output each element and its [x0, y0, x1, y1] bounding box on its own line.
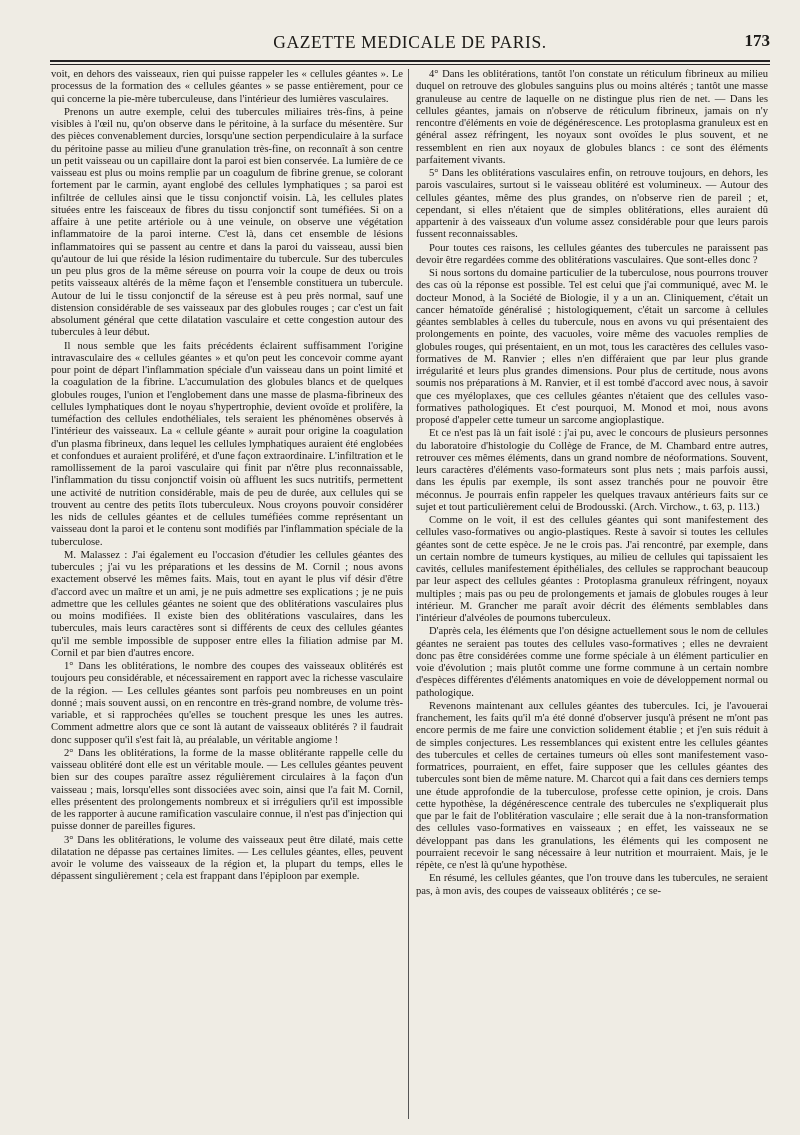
paragraph: Prenons un autre exemple, celui des tubercules miliaires très-fins, à peine visibles à l'œil nu, qu'on observe dans le péritoine, à la surface du mésentère. Sur des pièces convenablement durcies, lorsqu'une section perpendiculaire à la surface du péritoine passe au milieu d'une granulation très-fine, on reconnaît à son centre un petit vaisseau ou un capillaire dont la paroi est bien conservée. La lumière de ce vaisseau est plus ou moins remplie par un coagulum de fibrine grenue, se colorant fortement par le carmin, ayant englobé des cellules lymphatiques ; sa paroi est infiltrée de cellules ainsi que le tissu conjonctif voisin. Là, les cellules plates situées entre les faisceaux de fibres du tissu conjonctif sont tuméfiées. Si on a affaire à une petite artériole ou à une veinule, on observe une végétation inflammatoire de la paroi interne. C'est là, dans cet ensemble de lésions inflammatoires qui se passent au centre et dans la paroi du vaisseau, aussi bien qu'autour de lui que réside la lésion rudimentaire du tubercule. Sur des tubercules un peu plus gros de la même séreuse on pourra voir la coupe de deux ou trois petits vaisseaux altérés de la même façon et l'ensemble constituera un tubercule. Autour de lui le tissu conjonctif de la séreuse est à peu près normal, sauf une distension considérable de ses vaisseaux par des globules rouges ; car c'est un fait absolument général que cette dilatation vasculaire et cette congestion autour des tubercules à leur début.: [51, 106, 403, 339]
paragraph: M. Malassez : J'ai également eu l'occasion d'étudier les cellules géantes des tubercules ; j'ai vu les préparations et les dessins de M. Cornil ; nous avons exactement observé les mêmes faits. Mais, tout en ayant le plus vif désir d'être d'accord avec un maître et un ami, je ne puis admettre ses explications ; je ne puis admettre que les cellules géantes ne soient que des oblitérations vasculaires plus ou moins modifiées. Il existe bien des oblitérations vasculaires, dans les tubercules, mais leurs caractères sont si différents de ceux des cellules géantes qu'il me semble impossible de supposer entre elles la filiation admise par M. Cornil et par bien d'autres encore.: [51, 549, 403, 659]
paragraph: 2° Dans les oblitérations, la forme de la masse oblitérante rappelle celle du vaisseau oblitéré dont elle est un véritable moule. — Les cellules géantes peuvent bien sur des coupes paraître assez régulièrement circulaires à la façon d'un vaisseau ; mais, lorsqu'elles sont dissociées avec soin, ainsi que l'a fait M. Cornil, elles présentent des prolongements nombreux et si irréguliers qu'il est impossible de les rapporter à aucune ramification vasculaire connue, il n'est pas d'injection qui puisse donner de pareilles figures.: [51, 747, 403, 833]
paragraph: voit, en dehors des vaisseaux, rien qui puisse rappeler les « cellules géantes ». Le processus de la formation des « cellules géantes » se passe entièrement, pour ce qui concerne la pie-mère tuberculeuse, dans l'intérieur des lumières vasculaires.: [51, 69, 403, 105]
paragraph: 5° Dans les oblitérations vasculaires enfin, on retrouve toujours, en dehors, les parois vasculaires, surtout si le vaisseau oblitéré est volumineux. — Autour des cellules géantes, même des plus grandes, on n'observe rien de pareil ; et, cependant, si elles n'étaient que de simples oblitérations, elles auraient dû appartenir à des vaisseaux d'un volume assez considérable pour que leurs parois fussent reconnaissables.: [416, 168, 768, 241]
paragraph: Revenons maintenant aux cellules géantes des tubercules. Ici, je l'avouerai franchement, les faits qu'il m'a été donné d'observer jusqu'à présent ne m'ont pas encore permis de me faire une conviction solidement établie ; et j'en suis réduit à de simples conjectures. Les ressemblances qui existent entre les cellules géantes des tubercules et celles de certaines tumeurs où elles sont manifestement vaso-formatrices, pourraient, en effet, faire supposer que les cellules géantes des tubercules sont bien de même nature. M. Charcot qui a fait dans ces derniers temps une étude approfondie de la tuberculose, professe cette opinion, je crois. Dans cette hypothèse, la dégénérescence centrale des tubercules ne s'expliquerait plus que par le fait de l'oblitération vasculaire ; elle serait due à la non-transformation des cellules vaso-formatives en vaisseaux ; en effet, les vaisseaux ne se développant pas dans les granulations, les éléments qui les composent ne pourraient recevoir le sang nécessaire à leur nutrition et mourraient. Mais, je le répète, ce n'est là qu'une hypothèse.: [416, 700, 768, 871]
paragraph: Pour toutes ces raisons, les cellules géantes des tubercules ne paraissent pas devoir être regardées comme des oblitérations vasculaires. Que sont-elles donc ?: [416, 242, 768, 266]
paragraph: En résumé, les cellules géantes, que l'on trouve dans les tubercules, ne seraient pas, à mon avis, des coupes de vaisseaux oblitérés ; ce se-: [416, 873, 768, 897]
paragraph: 3° Dans les oblitérations, le volume des vaisseaux peut être dilaté, mais cette dilatation ne dépasse pas certaines limites. — Les cellules géantes, elles, peuvent avoir le volume des vaisseaux de la région et, la plupart du temps, elles le dépassent singulièrement ; cela est frappant dans l'épiploon par exemple.: [51, 834, 403, 883]
paragraph: 1° Dans les oblitérations, le nombre des coupes des vaisseaux oblitérés est toujours peu considérable, et nécessairement en rapport avec la richesse vasculaire de la région. — Les cellules géantes sont parfois peu nombreuses en un point donné ; mais souvent aussi, on en rencontre en très-grand nombre, de volume très-variable, et si rapprochées qu'elles se touchent presque les unes les autres. Comment admettre alors que ce sont là autant de vaisseaux oblitérés ? il faudrait donc supposer qu'il s'est fait là, au préalable, un véritable angiome !: [51, 661, 403, 746]
column-divider: [408, 69, 409, 1119]
page-number: 173: [744, 31, 770, 50]
left-column: [51, 69, 403, 1119]
paragraph: D'après cela, les éléments que l'on désigne actuellement sous le nom de cellules géantes ne seraient pas toutes des cellules vaso-formatives ; elles ne devraient donc pas être considérées comme une forme spéciale à un élément particulier en voie d'évolution ; mais plutôt comme une forme commune à un certain nombre d'espèces différentes d'éléments anatomiques en voie de développement normal ou pathologique.: [416, 626, 768, 699]
journal-title: GAZETTE MEDICALE DE PARIS.: [273, 32, 547, 52]
page-header: [50, 28, 770, 58]
header-rule-thin: [50, 64, 770, 65]
right-column: [416, 69, 768, 1119]
header-rule-thick: [50, 60, 770, 62]
paragraph: 4° Dans les oblitérations, tantôt l'on constate un réticulum fibrineux au milieu duquel on retrouve des globules sanguins plus ou moins altérés ; tantôt une masse granuleuse au centre de laquelle on ne distingue plus rien de net. — Dans les cellules géantes, jamais on n'observe de réticulum fibrineux, jamais on n'y rencontre d'éléments en voie de dégénérescence. Les protoplasma granuleux est en général assez réfringent, les noyaux sont ovoïdes le plus souvent, et ne ressemblent en rien aux noyaux de globules blancs : ce sont des éléments parfaitement vivants.: [416, 69, 768, 166]
paragraph: Il nous semble que les faits précédents éclairent suffisamment l'origine intravasculaire des « cellules géantes » et qu'on peut les concevoir comme ayant pour point de départ l'inflammation spéciale d'un vaisseau dans un point limité et la coagulation de la fibrine. L'accumulation des globules blancs et de quelques globules rouges, l'union et l'englobement dans une masse de plasma-fibrineux des cellules lymphatiques dont le noyau s'hypertrophie, devient ovoïde et prolifère, la tuméfaction des cellules endothéliales, tels seraient les phénomènes observés à l'intérieur des vaisseaux. La « cellule géante » aurait pour origine la coagulation d'un plasma fibrineux, dans lequel les cellules lymphatiques auraient été englobées et confondues et auraient proliféré, et d'une façon extraordinaire. L'infiltration et le ramollissement de la paroi vasculaire qui finit par n'être plus reconnaissable, l'inflammation du tissu conjonctif voisin où affluent les sucs nutritifs, permettent une activité de nutrition considérable, mais de peu de durée, aux cellules qui se trouvent au centre des petits îlots tuberculeux. Nous croyons pouvoir considérer les nids de cellules géantes et de cellules tuméfiées comme représentant un vaisseau dont la paroi et le contenu sont modifiés par l'inflammation spéciale de la tuberculose.: [51, 340, 403, 548]
paragraph: Comme on le voit, il est des cellules géantes qui sont manifestement des cellules vaso-formatives ou angio-plastiques. Reste à savoir si toutes les cellules géantes sont de cette espèce. Je ne le crois pas. J'ai rencontré, par exemple, dans un certain nombre de tumeurs kystiques, au milieu de cellules qui tapissaient les cavités, cellules manifestement épithéliales, des cellules se rapprochant beaucoup par leur aspect des cellules géantes : Protoplasma granuleux réfringent, noyaux multiples ; mais pas ou peu de prolongements et jamais de globules rouges à leur intérieur. M. Grancher me paraît avoir décrit des éléments semblables dans l'intérieur d'alvéoles de poumons tuberculeux.: [416, 515, 768, 624]
paragraph: Et ce n'est pas là un fait isolé : j'ai pu, avec le concours de plusieurs personnes du laboratoire d'histologie du Collège de France, de M. Chambard entre autres, retrouver ces mêmes éléments, dans un grand nombre de néoformations. Souvent, leurs caractères d'éléments vaso-formateurs sont plus nets ; mais parfois aussi, dans les épulis par exemple, ils sont assez tranchés pour ne pouvoir être méconnus. Je pourrais enfin rappeler les quelques travaux antérieurs faits sur ce sujet et tout particulièrement celui de Brodousski. (Arch. Virchow., t. 63, p. 113.): [416, 428, 768, 513]
paragraph: Si nous sortons du domaine particulier de la tuberculose, nous pourrons trouver des cas où la réponse est possible. Tel est celui que j'ai communiqué, avec M. le docteur Monod, à la Société de Biologie, il y a un an. Cliniquement, c'était un cancer hématoïde généralisé ; histologiquement, c'était un sarcome à cellules géantes semblables à celles du tubercule, nous en avons vu qui présentaient des prolongements en pointe, des vacuoles, voire même des vacuoles remplies de globules rouges, qui présentaient, en un mot, tous les caractères des cellules vaso-formatives de M. Ranvier ; elles n'en différaient que par leur plus grande irrégularité et leurs plus grandes dimensions. Pour plus de certitude, nous avons soumis nos préparations à M. Ranvier, et il est tombé d'accord avec nous, à savoir que ces myéloplaxes, que ces cellules géantes n'étaient que des cellules vaso-formatives pathologiques. Et c'est pourquoi, M. Monod et moi, nous avons proposé d'appeler cette tumeur un sarcome angioplastique.: [416, 268, 768, 426]
